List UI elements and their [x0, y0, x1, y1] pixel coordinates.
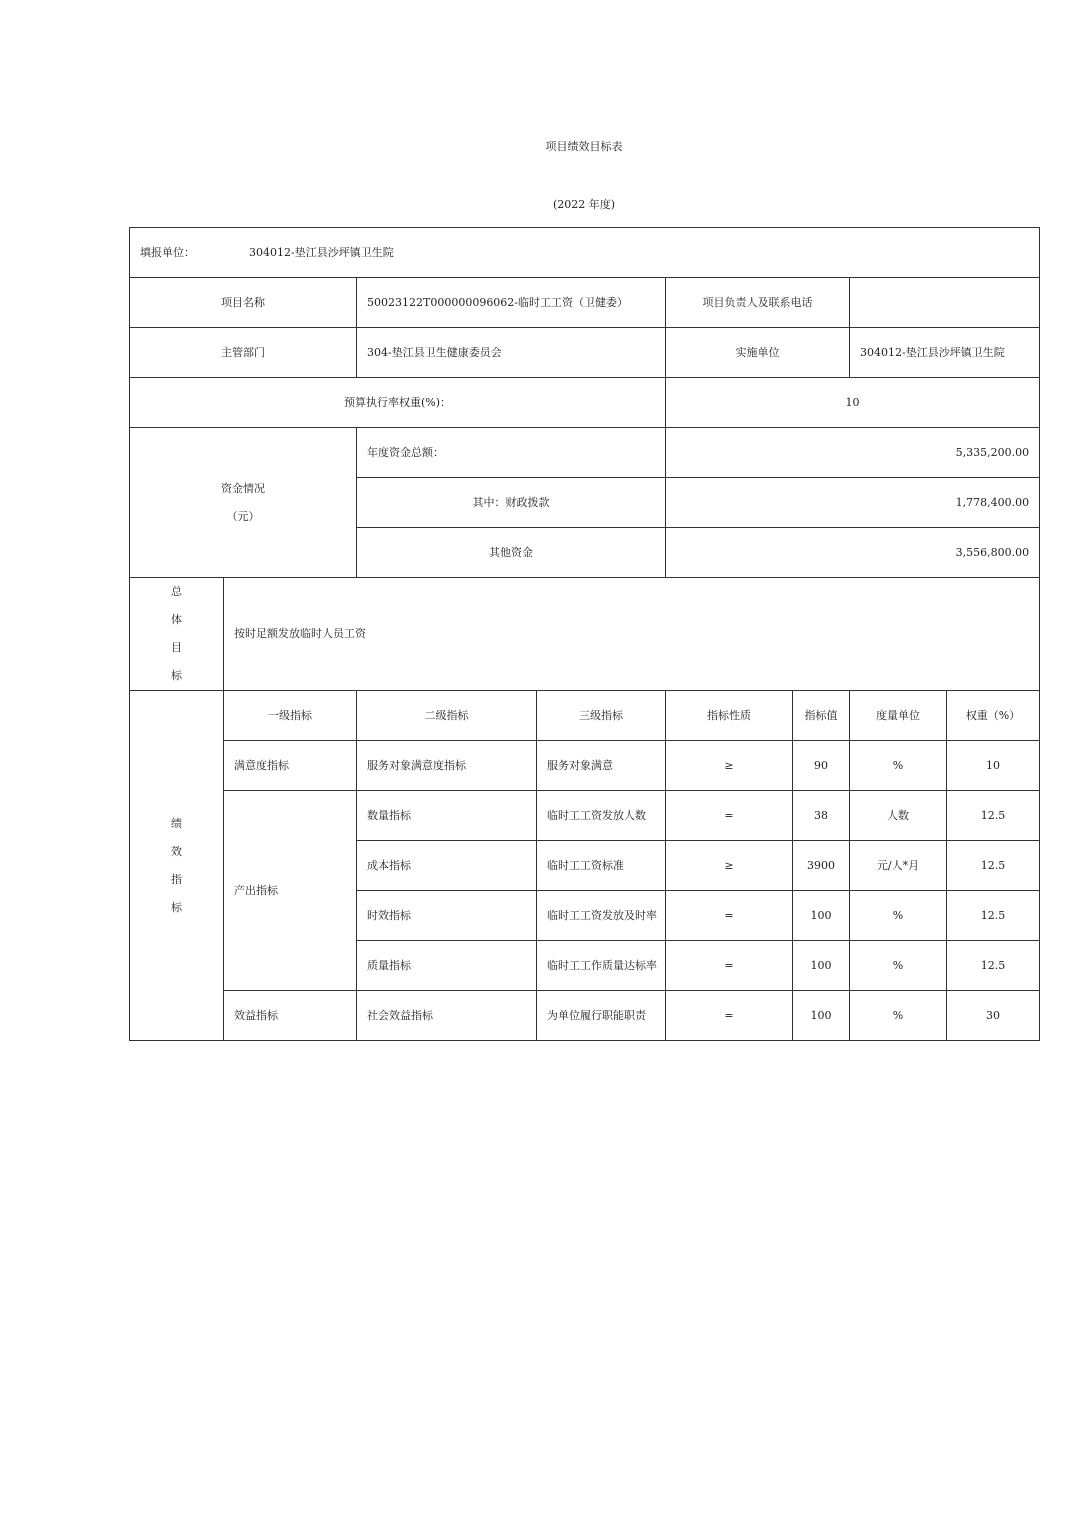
performance-table: [129, 227, 1040, 1041]
nature-cell: =: [666, 991, 793, 1041]
budget-weight-row: [130, 378, 1040, 428]
value-cell: 100: [793, 891, 850, 941]
unit-cell: %: [850, 941, 947, 991]
unit-cell: 元/人*月: [850, 841, 947, 891]
dept-value: 304-垫江县卫生健康委员会: [357, 328, 666, 378]
value-cell: 100: [793, 991, 850, 1041]
contact-value: [850, 278, 1040, 328]
unit-cell: %: [850, 741, 947, 791]
funds-total-value: 5,335,200.00: [666, 428, 1040, 478]
fill-unit-row: [130, 228, 1040, 278]
nature-cell: ≥: [666, 841, 793, 891]
header-nature: 指标性质: [666, 691, 793, 741]
budget-weight-label: 预算执行率权重(%)：: [130, 378, 666, 428]
funds-fiscal-value: 1,778,400.00: [666, 478, 1040, 528]
overall-goal-text: 按时足额发放临时人员工资: [224, 578, 1040, 691]
level2-cell: 成本指标: [357, 841, 537, 891]
impl-unit-label: 实施单位: [666, 328, 850, 378]
fill-unit-value: 304012-垫江县沙坪镇卫生院: [249, 245, 394, 259]
funds-other-label: 其他资金: [357, 528, 666, 578]
page-title: 项目绩效目标表: [545, 140, 623, 153]
budget-weight-value: 10: [666, 378, 1040, 428]
project-name-row: [130, 278, 1040, 328]
value-cell: 100: [793, 941, 850, 991]
level1-cell: 产出指标: [224, 791, 357, 991]
level3-cell: 为单位履行职能职责: [537, 991, 666, 1041]
header-level1: 一级指标: [224, 691, 357, 741]
weight-cell: 30: [947, 991, 1040, 1041]
project-name-label: 项目名称: [130, 278, 357, 328]
overall-goal-row: [130, 578, 1040, 691]
weight-cell: 12.5: [947, 791, 1040, 841]
indicators-label: 绩 效 指 标: [130, 691, 224, 1041]
report-year: (2022 年度): [552, 198, 616, 211]
indicator-header-row: [130, 691, 1040, 741]
overall-goal-label: 总 体 目 标: [130, 578, 224, 691]
weight-cell: 12.5: [947, 841, 1040, 891]
weight-cell: 12.5: [947, 891, 1040, 941]
contact-label: 项目负责人及联系电话: [666, 278, 850, 328]
nature-cell: =: [666, 791, 793, 841]
value-cell: 3900: [793, 841, 850, 891]
nature-cell: =: [666, 891, 793, 941]
project-name-value: 50023122T000000096062-临时工工资（卫健委）: [357, 278, 666, 328]
header-weight: 权重（%）: [947, 691, 1040, 741]
level2-cell: 质量指标: [357, 941, 537, 991]
header-unit: 度量单位: [850, 691, 947, 741]
dept-row: [130, 328, 1040, 378]
nature-cell: ≥: [666, 741, 793, 791]
weight-cell: 10: [947, 741, 1040, 791]
dept-label: 主管部门: [130, 328, 357, 378]
indicator-row: [130, 791, 1040, 841]
funds-label: [130, 428, 357, 578]
weight-cell: 12.5: [947, 941, 1040, 991]
funds-fiscal-label: 其中：财政拨款: [357, 478, 666, 528]
header-level3: 三级指标: [537, 691, 666, 741]
level2-cell: 服务对象满意度指标: [357, 741, 537, 791]
indicator-row: [130, 991, 1040, 1041]
level1-cell: 满意度指标: [224, 741, 357, 791]
funds-label-line2: （元）: [226, 509, 260, 523]
unit-cell: %: [850, 991, 947, 1041]
level2-cell: 数量指标: [357, 791, 537, 841]
nature-cell: =: [666, 941, 793, 991]
level2-cell: 社会效益指标: [357, 991, 537, 1041]
header-value: 指标值: [793, 691, 850, 741]
level3-cell: 临时工工资发放人数: [537, 791, 666, 841]
level3-cell: 临时工工资发放及时率: [537, 891, 666, 941]
level2-cell: 时效指标: [357, 891, 537, 941]
header-level2: 二级指标: [357, 691, 537, 741]
impl-unit-value: 304012-垫江县沙坪镇卫生院: [850, 328, 1040, 378]
value-cell: 38: [793, 791, 850, 841]
funds-total-row: [130, 428, 1040, 478]
level3-cell: 临时工工资标准: [537, 841, 666, 891]
value-cell: 90: [793, 741, 850, 791]
fill-unit-label: 填报单位：: [140, 245, 195, 259]
unit-cell: %: [850, 891, 947, 941]
level1-cell: 效益指标: [224, 991, 357, 1041]
funds-total-label: 年度资金总额：: [357, 428, 666, 478]
indicator-row: [130, 741, 1040, 791]
funds-label-line1: 资金情况: [221, 481, 265, 495]
level3-cell: 临时工工作质量达标率: [537, 941, 666, 991]
level3-cell: 服务对象满意: [537, 741, 666, 791]
unit-cell: 人数: [850, 791, 947, 841]
funds-other-value: 3,556,800.00: [666, 528, 1040, 578]
